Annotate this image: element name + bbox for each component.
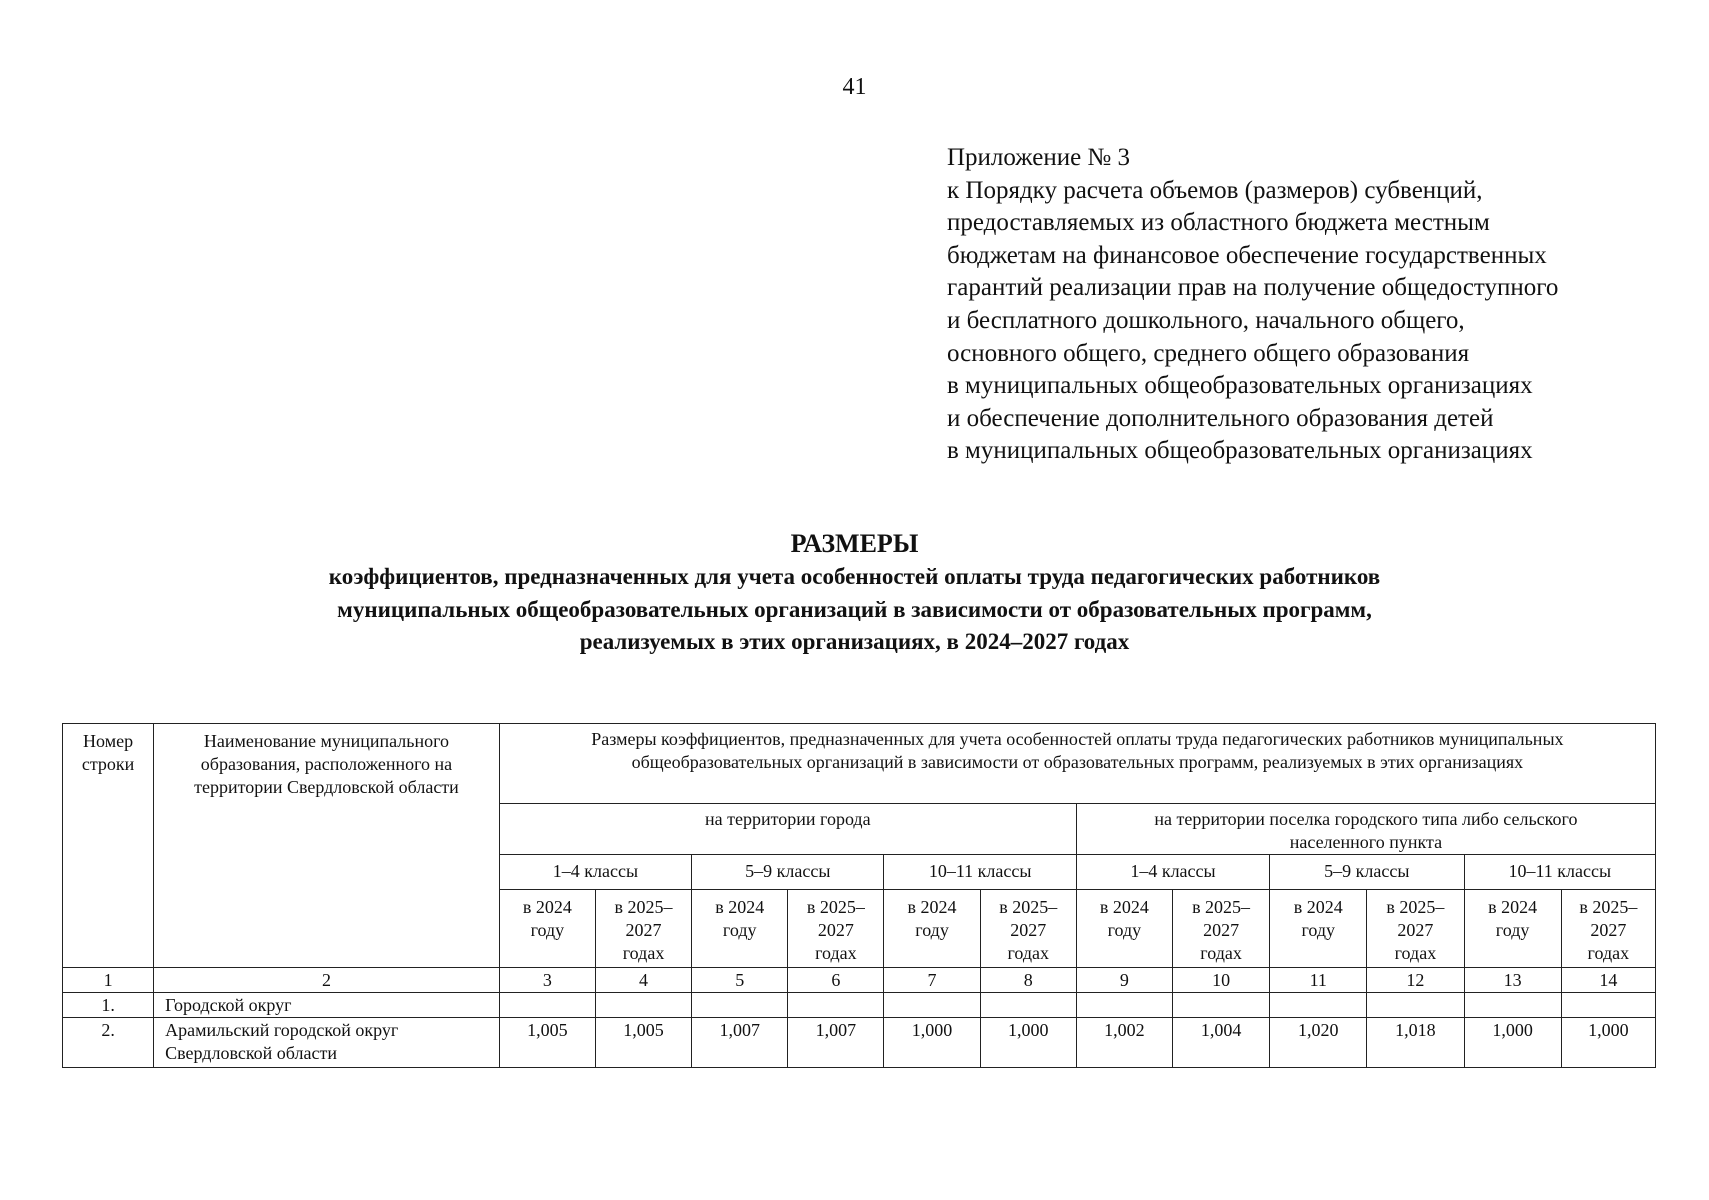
header-year-2025-2027: в 2025–2027 годах [595, 890, 691, 968]
header-year-2024: в 2024 году [499, 890, 595, 968]
coefficient-cell [1076, 993, 1172, 1018]
coefficient-cell: 1,005 [595, 1018, 691, 1068]
appendix-line: Приложение № 3 [947, 144, 1131, 171]
header-year-2024: в 2024 году [1464, 890, 1561, 968]
header-year-2024: в 2024 году [1270, 890, 1367, 968]
header-year-2025-2027: в 2025–2027 годах [1172, 890, 1269, 968]
header-class-group: 1–4 классы [499, 855, 691, 890]
coefficient-cell [595, 993, 691, 1018]
header-year-2024: в 2024 году [692, 890, 788, 968]
header-year-2025-2027: в 2025–2027 годах [980, 890, 1076, 968]
column-number: 5 [692, 968, 788, 993]
column-number: 11 [1270, 968, 1367, 993]
appendix-line: предоставляемых из областного бюджета местным [947, 209, 1490, 237]
header-class-group: 10–11 классы [884, 855, 1076, 890]
coefficient-cell [884, 993, 980, 1018]
coefficient-cell: 1,004 [1172, 1018, 1269, 1068]
column-numbers-row [63, 968, 1656, 993]
column-number: 7 [884, 968, 980, 993]
header-year-2024: в 2024 году [884, 890, 980, 968]
header-class-group: 1–4 классы [1076, 855, 1269, 890]
table-row [63, 1018, 1656, 1068]
municipality-name: Городской округ [154, 993, 500, 1018]
coefficient-cell [692, 993, 788, 1018]
coefficients-table [62, 723, 1656, 1068]
appendix-line: бюджетам на финансовое обеспечение государственных [947, 241, 1547, 269]
appendix-line: к Порядку расчета объемов (размеров) субвенций, [947, 176, 1483, 204]
column-number: 13 [1464, 968, 1561, 993]
coefficient-cell [1270, 993, 1367, 1018]
coefficient-cell: 1,020 [1270, 1018, 1367, 1068]
coefficient-cell: 1,007 [692, 1018, 788, 1068]
appendix-line: основного общего, среднего общего образования [947, 339, 1470, 367]
appendix-line: в муниципальных общеобразовательных организациях [947, 437, 1533, 465]
coefficient-cell: 1,018 [1367, 1018, 1464, 1068]
coefficient-cell: 1,000 [884, 1018, 980, 1068]
header-class-group: 5–9 классы [692, 855, 884, 890]
header-year-2025-2027: в 2025–2027 годах [788, 890, 884, 968]
document-subtitle [0, 561, 1709, 659]
coefficient-cell [788, 993, 884, 1018]
coefficient-cell: 1,007 [788, 1018, 884, 1068]
coefficient-cell [1367, 993, 1464, 1018]
coefficient-cell: 1,002 [1076, 1018, 1172, 1068]
table-row [63, 993, 1656, 1018]
appendix-line: гарантий реализации прав на получение общедоступного [947, 274, 1559, 302]
column-number: 6 [788, 968, 884, 993]
coefficient-cell: 1,005 [499, 1018, 595, 1068]
coefficient-cell [499, 993, 595, 1018]
coefficient-cell: 1,000 [980, 1018, 1076, 1068]
coefficient-cell: 1,000 [1464, 1018, 1561, 1068]
column-number: 1 [63, 968, 154, 993]
page-number: 41 [842, 74, 867, 100]
column-number: 4 [595, 968, 691, 993]
municipality-name: Арамильский городской округ Свердловской области [154, 1018, 500, 1068]
column-number: 10 [1172, 968, 1269, 993]
header-class-group: 10–11 классы [1464, 855, 1656, 890]
header-municipality-name: Наименование муниципального образования, расположенного на территории Свердловской области [154, 724, 500, 968]
appendix-line: и обеспечение дополнительного образования детей [947, 404, 1494, 432]
header-year-2024: в 2024 году [1076, 890, 1172, 968]
appendix-note [947, 142, 1667, 468]
header-coefficients: Размеры коэффициентов, предназначенных для учета особенностей оплаты труда педагогических работников муниципальных общеобразовательных организаций в зависимости от образовательных программ, реализуемых в этих организациях [499, 724, 1655, 804]
coefficient-cell [980, 993, 1076, 1018]
header-village: на территории поселка городского типа либо сельского населенного пункта [1076, 804, 1655, 855]
column-number: 9 [1076, 968, 1172, 993]
column-number: 3 [499, 968, 595, 993]
header-city: на территории города [499, 804, 1076, 855]
document-title: РАЗМЕРЫ [790, 529, 919, 558]
column-number: 14 [1561, 968, 1655, 993]
coefficient-cell [1172, 993, 1269, 1018]
header-class-group: 5–9 классы [1270, 855, 1464, 890]
coefficient-cell [1561, 993, 1655, 1018]
header-year-2025-2027: в 2025–2027 годах [1561, 890, 1655, 968]
coefficient-cell [1464, 993, 1561, 1018]
appendix-line: в муниципальных общеобразовательных организациях [947, 372, 1533, 400]
row-number: 2. [63, 1018, 154, 1068]
column-number: 12 [1367, 968, 1464, 993]
column-number: 2 [154, 968, 500, 993]
column-number: 8 [980, 968, 1076, 993]
row-number: 1. [63, 993, 154, 1018]
subtitle-line: коэффициентов, предназначенных для учета особенностей оплаты труда педагогических работников [328, 564, 1381, 589]
header-row-number: Номер строки [63, 724, 154, 968]
coefficient-cell: 1,000 [1561, 1018, 1655, 1068]
appendix-line: и бесплатного дошкольного, начального общего, [947, 306, 1465, 334]
subtitle-line: реализуемых в этих организациях, в 2024–2027 годах [579, 629, 1130, 654]
subtitle-line: муниципальных общеобразовательных организаций в зависимости от образовательных программ, [337, 596, 1372, 622]
header-year-2025-2027: в 2025–2027 годах [1367, 890, 1464, 968]
